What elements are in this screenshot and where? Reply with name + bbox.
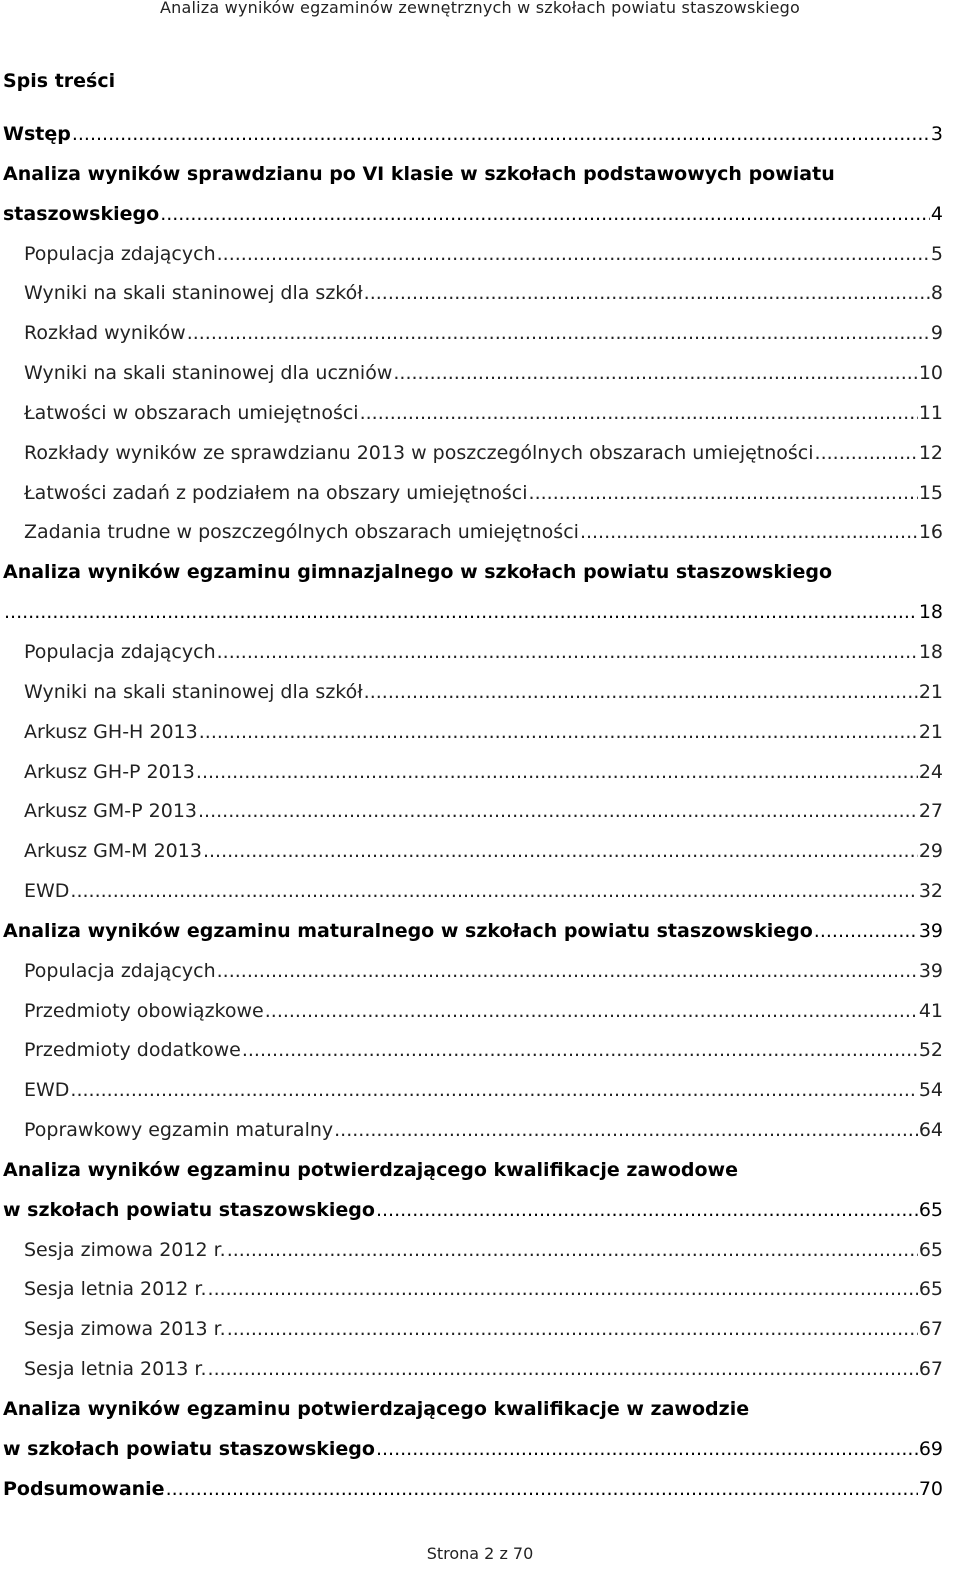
toc-page-number: 24 — [918, 760, 943, 783]
toc-entry[interactable] — [0, 234, 960, 274]
toc-dot-leader — [227, 1309, 918, 1349]
toc-dot-leader — [364, 672, 918, 712]
toc-entry[interactable] — [0, 512, 960, 552]
toc-entry-title: EWD — [24, 1079, 70, 1102]
toc-entry[interactable] — [0, 552, 960, 632]
toc-entry-title-line: Analiza wyników sprawdzianu po VI klasie w szkołach podstawowych powiatu — [3, 162, 835, 185]
toc-entry-title: w szkołach powiatu staszowskiego — [3, 1198, 375, 1221]
toc-entry-title: Wyniki na skali staninowej dla szkół — [24, 680, 363, 703]
toc-dot-leader — [580, 512, 918, 552]
toc-entry-title: Populacja zdających — [24, 959, 216, 982]
toc-entry[interactable] — [0, 1349, 960, 1389]
toc-entry[interactable] — [0, 831, 960, 871]
toc-entry[interactable] — [0, 1469, 960, 1509]
toc-dot-leader — [217, 234, 930, 274]
toc-dot-leader — [217, 951, 918, 991]
toc-entry-title: Wstęp — [3, 123, 71, 145]
toc-page-number: 32 — [918, 880, 943, 903]
toc-dot-leader — [376, 1190, 918, 1230]
toc-dot-leader — [4, 592, 918, 632]
toc-entry[interactable] — [0, 752, 960, 792]
toc-entry-title: Rozkład wyników — [24, 322, 186, 345]
toc-entry[interactable] — [0, 313, 960, 353]
toc-entry-title: Łatwości zadań z podziałem na obszary umiejętności — [24, 481, 528, 504]
toc-entry-title-line: Analiza wyników egzaminu potwierdzającego kwalifikacje w zawodzie — [3, 1398, 750, 1420]
toc-page-number: 5 — [930, 242, 943, 265]
toc-dot-leader — [199, 712, 918, 752]
toc-entry-title: EWD — [24, 880, 70, 903]
toc-entry-title: Wyniki na skali staninowej dla szkół — [24, 282, 363, 305]
toc-dot-leader — [334, 1110, 918, 1150]
toc-page-number: 16 — [918, 521, 943, 544]
toc-dot-leader — [393, 353, 917, 393]
toc-entry[interactable] — [0, 871, 960, 911]
toc-page-number: 8 — [930, 282, 943, 305]
toc-entry-title: Sesja letnia 2012 r. — [24, 1278, 207, 1301]
toc-dot-leader — [815, 433, 918, 473]
toc-entry-title: Populacja zdających — [24, 640, 216, 663]
toc-page-number: 64 — [918, 1119, 943, 1142]
toc-page-number: 10 — [918, 362, 943, 385]
toc-entry-title-line: Analiza wyników egzaminu gimnazjalnego w szkołach powiatu staszowskiego — [3, 561, 833, 584]
toc-dot-leader — [72, 114, 930, 154]
toc-dot-leader — [160, 194, 930, 234]
toc-entry-title: Sesja zimowa 2013 r. — [24, 1318, 226, 1341]
toc-page-number: 67 — [918, 1318, 943, 1341]
toc-dot-leader — [360, 393, 918, 433]
toc-entry-title: Przedmioty obowiązkowe — [24, 999, 264, 1022]
toc-entry[interactable] — [0, 114, 960, 154]
toc-page-number: 21 — [918, 680, 943, 703]
toc-page-number: 11 — [918, 401, 943, 424]
toc-entry[interactable] — [0, 273, 960, 313]
toc-page-number: 12 — [918, 441, 943, 464]
toc-entry[interactable] — [0, 632, 960, 672]
toc-dot-leader — [217, 632, 918, 672]
toc-entry-title: Przedmioty dodatkowe — [24, 1039, 241, 1062]
toc-dot-leader — [198, 791, 918, 831]
toc-entry-title: Podsumowanie — [3, 1477, 165, 1500]
toc-dot-leader — [203, 831, 918, 871]
toc-entry[interactable] — [0, 1150, 960, 1230]
toc-page-number: 69 — [918, 1438, 943, 1460]
toc-entry-title-line: Analiza wyników egzaminu potwierdzającego kwalifikacje zawodowe — [3, 1158, 738, 1181]
toc-entry[interactable] — [0, 911, 960, 951]
toc-page-number: 65 — [918, 1238, 943, 1261]
toc-page-number: 70 — [918, 1477, 943, 1500]
toc-entry[interactable] — [0, 353, 960, 393]
toc-entry-title: Arkusz GM-M 2013 — [24, 840, 202, 863]
toc-page-number: 9 — [930, 322, 943, 345]
toc-entry-title: Wyniki na skali staninowej dla uczniów — [24, 362, 393, 385]
toc-entry-title: Zadania trudne w poszczególnych obszarach umiejętności — [24, 521, 579, 544]
toc-page-number: 29 — [918, 840, 943, 863]
toc-entry-title: Arkusz GH-H 2013 — [24, 720, 198, 743]
toc-entry[interactable] — [0, 1230, 960, 1270]
toc-title: Spis treści — [3, 70, 116, 92]
toc-entry-title: Łatwości w obszarach umiejętności — [24, 401, 359, 424]
toc-page-number: 65 — [918, 1278, 943, 1301]
toc-page-number: 18 — [918, 640, 943, 663]
toc-entry[interactable] — [0, 1269, 960, 1309]
toc-page-number: 3 — [930, 123, 943, 145]
toc-entry-title: Analiza wyników egzaminu maturalnego w szkołach powiatu staszowskiego — [3, 919, 813, 942]
toc-entry[interactable] — [0, 991, 960, 1031]
toc-entry[interactable] — [0, 712, 960, 752]
toc-dot-leader — [814, 911, 918, 951]
toc-dot-leader — [187, 313, 930, 353]
toc-page-number: 52 — [918, 1039, 943, 1062]
toc-dot-leader — [364, 273, 930, 313]
toc-entry[interactable] — [0, 1030, 960, 1070]
toc-page-number: 4 — [930, 202, 943, 225]
toc-page-number: 21 — [918, 720, 943, 743]
toc-page-number: 54 — [918, 1079, 943, 1102]
toc-page-number: 18 — [918, 601, 943, 624]
toc-entry-title: Poprawkowy egzamin maturalny — [24, 1119, 334, 1142]
toc-dot-leader — [242, 1030, 918, 1070]
toc-dot-leader — [166, 1469, 918, 1509]
toc-page-number: 65 — [918, 1198, 943, 1221]
toc-page-number: 39 — [918, 919, 943, 942]
toc-entry[interactable] — [0, 951, 960, 991]
table-of-contents — [0, 114, 960, 1509]
toc-entry-title: Arkusz GM-P 2013 — [24, 800, 198, 823]
toc-entry[interactable] — [0, 433, 960, 473]
running-header: Analiza wyników egzaminów zewnętrznych w szkołach powiatu staszowskiego — [159, 0, 800, 17]
toc-dot-leader — [208, 1349, 918, 1389]
toc-entry-title: w szkołach powiatu staszowskiego — [3, 1438, 375, 1460]
toc-entry-title: staszowskiego — [3, 202, 160, 225]
toc-entry[interactable] — [0, 154, 960, 234]
toc-page-number: 41 — [918, 999, 943, 1022]
toc-entry-title: Populacja zdających — [24, 242, 216, 265]
toc-dot-leader — [196, 752, 918, 792]
toc-page-number: 27 — [918, 800, 943, 823]
toc-entry[interactable] — [0, 672, 960, 712]
toc-entry[interactable] — [0, 393, 960, 433]
toc-entry[interactable] — [0, 1309, 960, 1349]
toc-entry-title: Sesja letnia 2013 r. — [24, 1358, 207, 1381]
toc-page-number: 39 — [918, 959, 943, 982]
toc-page-number: 15 — [918, 481, 943, 504]
toc-entry-title: Arkusz GH-P 2013 — [24, 760, 195, 783]
toc-entry[interactable] — [0, 1389, 960, 1469]
toc-dot-leader — [70, 1070, 917, 1110]
page-footer: Strona 2 z 70 — [426, 1544, 534, 1563]
toc-dot-leader — [265, 991, 918, 1031]
toc-entry[interactable] — [0, 1070, 960, 1110]
toc-entry[interactable] — [0, 791, 960, 831]
toc-entry[interactable] — [0, 1110, 960, 1150]
toc-dot-leader — [70, 871, 917, 911]
toc-page-number: 67 — [918, 1358, 943, 1381]
toc-dot-leader — [376, 1429, 918, 1469]
toc-dot-leader — [227, 1230, 918, 1270]
toc-dot-leader — [529, 473, 918, 513]
toc-entry-title: Sesja zimowa 2012 r. — [24, 1238, 226, 1261]
toc-dot-leader — [208, 1269, 918, 1309]
toc-entry[interactable] — [0, 473, 960, 513]
toc-entry-title: Rozkłady wyników ze sprawdzianu 2013 w poszczególnych obszarach umiejętności — [24, 441, 814, 464]
